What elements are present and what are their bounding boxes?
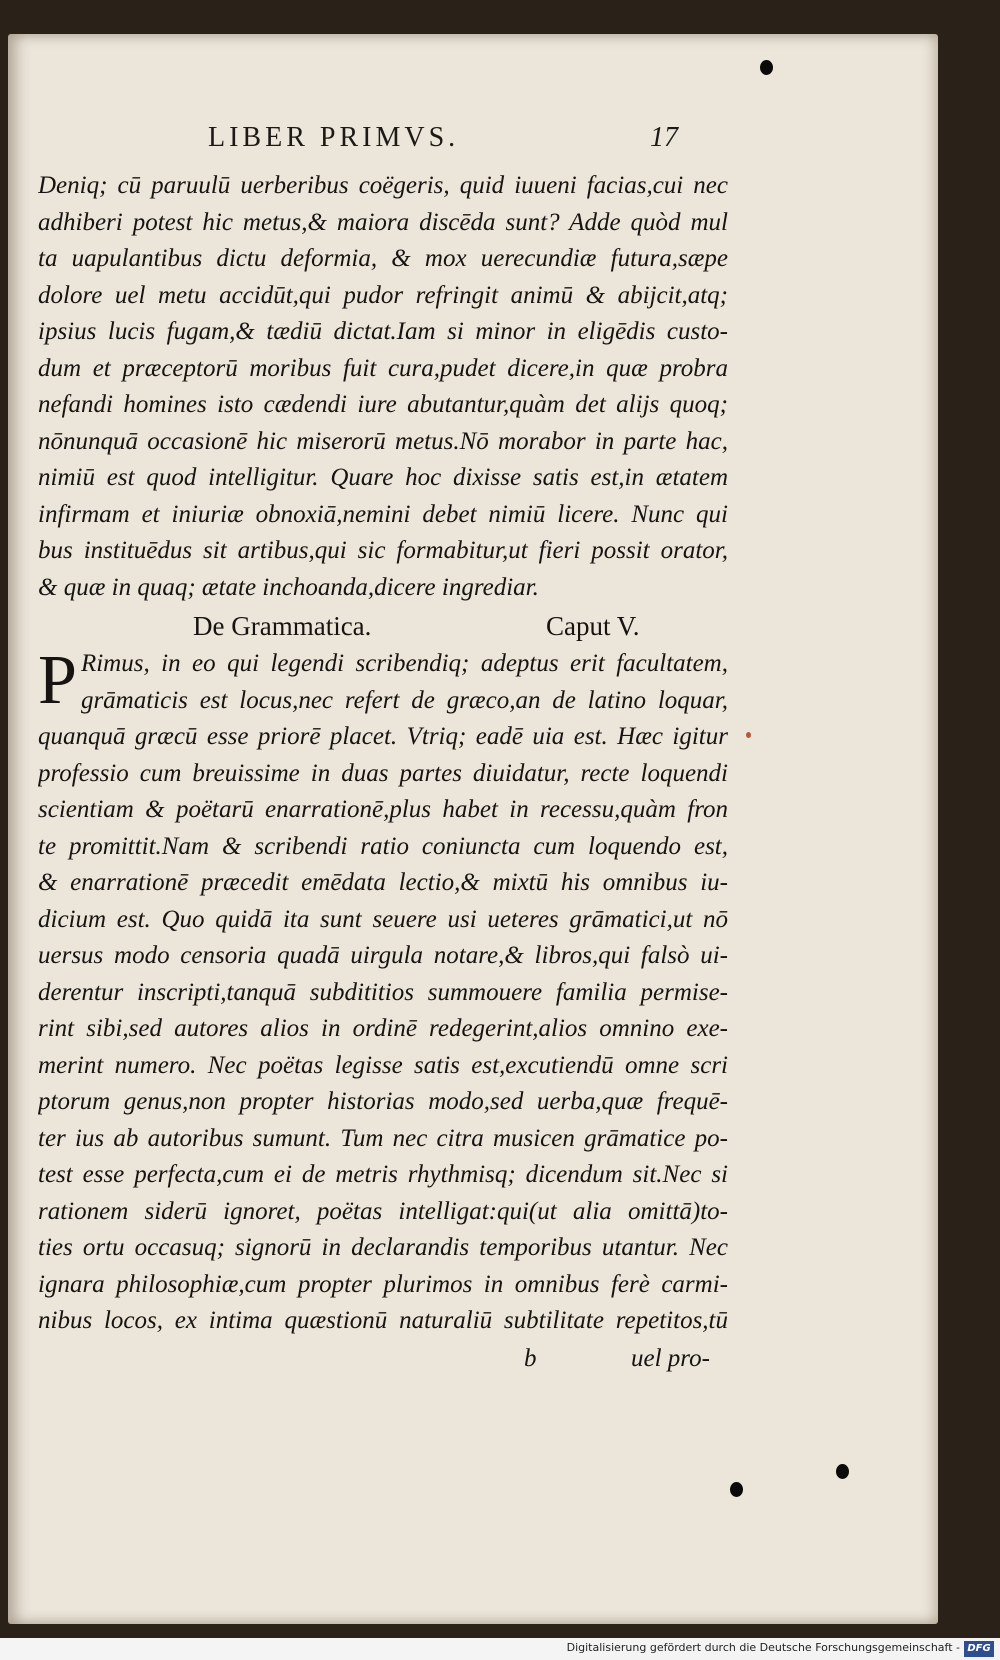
text-line: uersus modo censoria quadā uirgula notare,& libros,qui falsò ui- (38, 942, 728, 969)
text-line: rint sibi,sed autores alios in ordinē redegerint,alios omnino exe- (38, 1015, 728, 1042)
text-line: dicium est. Quo quidā ita sunt seuere usi ueteres grāmatici,ut nō (38, 905, 728, 933)
book-page (8, 34, 938, 1624)
catchword: uel pro- (631, 1344, 710, 1372)
binding-hole-mark (760, 60, 773, 75)
text-line: professio cum breuissime in duas partes diuidatur, recte loquendi (38, 759, 728, 787)
text-line: test esse perfecta,cum ei de metris rhythmisq; dicendum sit.Nec si (38, 1161, 728, 1188)
text-line: merint numero. Nec poëtas legisse satis est,excutiendū omne scri (38, 1051, 728, 1079)
text-line: Deniq; cū paruulū uerberibus coëgeris, quid iuueni facias,cui nec (38, 172, 728, 199)
binding-hole-mark (836, 1464, 849, 1479)
text-line: dolore uel metu accidūt,qui pudor refringit animū & abijcit,atq; (38, 281, 728, 309)
dfg-logo-icon[interactable]: DFG (964, 1641, 994, 1657)
text-line: scientiam & poëtarū enarrationē,plus habet in recessu,quàm fron (38, 796, 728, 823)
chapter-heading (38, 606, 728, 646)
text-line: nefandi homines isto cædendi iure abutantur,quàm det alijs quoq; (38, 391, 728, 418)
text-line: derentur inscripti,tanquā subdititios summouere familia permise- (38, 978, 728, 1006)
running-head: LIBER PRIMVS. (208, 122, 460, 153)
text-line: ta uapulantibus dictu deformia, & mox uerecundiæ futura,sæpe (38, 245, 728, 272)
text-line: ptorum genus,non propter historias modo,sed uerba,quæ frequē- (38, 1088, 728, 1115)
page-footer-marks (38, 1340, 728, 1378)
text-line: ignara philosophiæ,cum propter plurimos in omnibus ferè carmi- (38, 1270, 728, 1298)
text-line: & enarrationē præcedit emēdata lectio,& mixtū his omnibus iu- (38, 869, 728, 896)
text-line: bus instituēdus sit artibus,qui sic formabitur,ut fieri possit orator, (38, 537, 728, 564)
funding-credit: Digitalisierung gefördert durch die Deutsche Forschungsgemeinschaft - (566, 1641, 960, 1654)
footer-bar (0, 1638, 1000, 1660)
text-line: dum et præceptorū moribus fuit cura,pudet dicere,in quæ probra (38, 354, 728, 382)
text-line: adhiberi potest hic metus,& maiora discēda sunt? Adde quòd mul (38, 208, 728, 236)
text-line: nibus locos, ex intima quæstionū naturaliū subtilitate repetitos,tū (38, 1307, 728, 1334)
text-line: ter ius ab autoribus sumunt. Tum nec citra musicen grāmatice po- (38, 1124, 728, 1152)
initial-letter: P (38, 642, 77, 719)
text-line: infirmam et iniuriæ obnoxiā,nemini debet nimiū licere. Nunc qui (38, 500, 728, 528)
binding-hole-mark (730, 1482, 743, 1497)
text-line: & quæ in quaq; ætate inchoanda,dicere ingrediar. (38, 573, 539, 601)
text-line: Rimus, in eo qui legendi scribendiq; adeptus erit facultatem, (80, 650, 728, 677)
text-line: te promittit.Nam & scribendi ratio coniuncta cum loquendo est, (38, 832, 728, 860)
text-line: nōnunquā occasionē hic miserorū metus.Nō morabor in parte hac, (38, 427, 728, 455)
ink-speck (746, 732, 751, 738)
text-line: quanquā græcū esse priorē placet. Vtriq; eadē uia est. Hæc igitur (38, 723, 728, 750)
chapter-number: Caput V. (546, 611, 640, 641)
text-line: nimiū est quod intelligitur. Quare hoc dixisse satis est,in ætatem (38, 464, 728, 491)
text-line: ipsius lucis fugam,& tædiū dictat.Iam si minor in eligēdis custo- (38, 318, 728, 345)
folio-number: 17 (650, 122, 678, 153)
paragraph-1 (38, 168, 728, 606)
text-line: grāmaticis est locus,nec refert de græco,an de latino loquar, (80, 686, 728, 714)
chapter-title: De Grammatica. (193, 611, 372, 641)
paragraph-2 (38, 642, 728, 1340)
signature-mark: b (524, 1344, 537, 1372)
text-line: rationem siderū ignoret, poëtas intelligat:qui(ut alia omittā)to- (38, 1197, 728, 1225)
text-block (38, 168, 728, 1378)
text-line: ties ortu occasuq; signorū in declarandis temporibus utantur. Nec (38, 1234, 728, 1261)
